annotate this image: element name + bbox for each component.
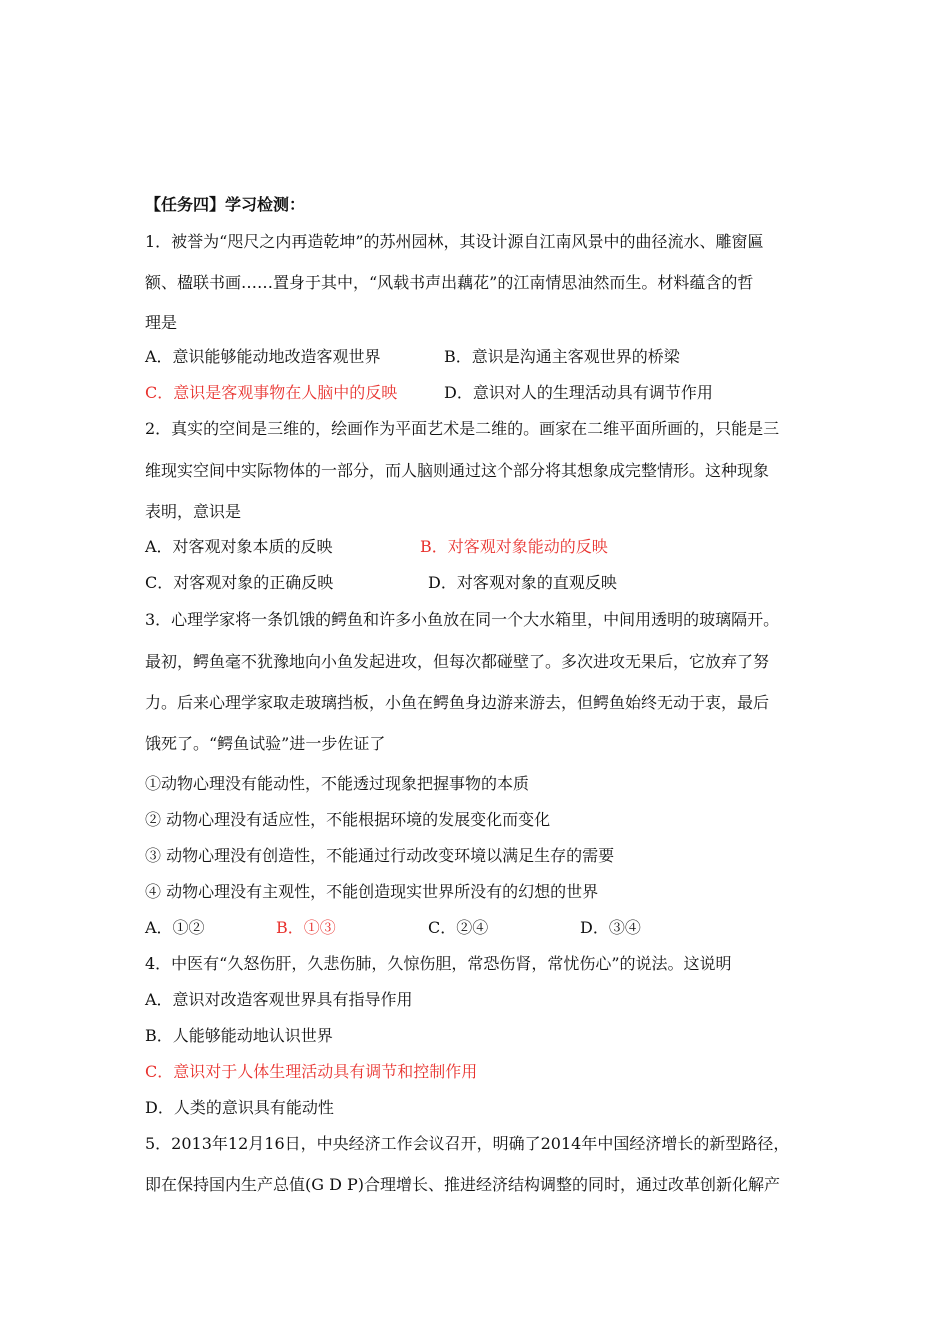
q3-text-line-2: 最初，鳄鱼毫不犹豫地向小鱼发起进攻，但每次都碰壁了。多次进攻无果后，它放弃了努 — [145, 652, 770, 671]
q3-text-line-3: 力。后来心理学家取走玻璃挡板，小鱼在鳄鱼身边游来游去，但鳄鱼始终无动于衷，最后 — [145, 693, 770, 712]
q3-text-line-1: 3．心理学家将一条饥饿的鳄鱼和许多小鱼放在同一个大水箱里，中间用透明的玻璃隔开。 — [145, 610, 780, 629]
q1-option-d: D．意识对人的生理活动具有调节作用 — [444, 383, 713, 402]
q3-statement-2: ② 动物心理没有适应性，不能根据环境的发展变化而变化 — [145, 810, 551, 829]
q2-text-line-1: 2．真实的空间是三维的，绘画作为平面艺术是二维的。画家在二维平面所画的，只能是三 — [145, 419, 780, 438]
q2-text-line-2: 维现实空间中实际物体的一部分，而人脑则通过这个部分将其想象成完整情形。这种现象 — [145, 461, 770, 480]
q3-option-b-answer: B．①③ — [276, 918, 336, 937]
q5-text-line-1: 5．2013年12月16日，中央经济工作会议召开，明确了2014年中国经济增长的新型路径， — [145, 1134, 790, 1153]
q4-option-a: A．意识对改造客观世界具有指导作用 — [145, 990, 413, 1009]
q3-option-a: A．①② — [145, 918, 205, 937]
q2-option-d: D．对客观对象的直观反映 — [428, 573, 617, 592]
q1-option-c-answer: C．意识是客观事物在人脑中的反映 — [145, 383, 398, 402]
q4-option-b: B．人能够能动地认识世界 — [145, 1026, 333, 1045]
q3-statement-3: ③ 动物心理没有创造性，不能通过行动改变环境以满足生存的需要 — [145, 846, 615, 865]
q4-text-line-1: 4．中医有“久怒伤肝，久悲伤肺，久惊伤胆，常恐伤肾，常忧伤心”的说法。这说明 — [145, 954, 732, 973]
q2-text-line-3: 表明，意识是 — [145, 502, 242, 521]
q1-text-line-1: 1．被誉为“咫尺之内再造乾坤”的苏州园林，其设计源自江南风景中的曲径流水、雕窗匾 — [145, 232, 764, 251]
q1-option-a: A．意识能够能动地改造客观世界 — [145, 347, 381, 366]
q5-text-line-2: 即在保持国内生产总值(G D P)合理增长、推进经济结构调整的同时，通过改革创新化解产 — [145, 1175, 781, 1194]
q3-text-line-4: 饿死了。“鳄鱼试验”进一步佐证了 — [145, 734, 386, 753]
q1-text-line-3: 理是 — [145, 313, 178, 332]
q3-statement-1: ①动物心理没有能动性，不能透过现象把握事物的本质 — [145, 774, 530, 793]
q2-option-c: C．对客观对象的正确反映 — [145, 573, 334, 592]
q1-text-line-2: 额、楹联书画……置身于其中，“风载书声出藕花”的江南情思油然而生。材料蕴含的哲 — [145, 273, 754, 292]
q2-option-a: A．对客观对象本质的反映 — [145, 537, 333, 556]
q4-option-d: D．人类的意识具有能动性 — [145, 1098, 334, 1117]
section-heading: 【任务四】学习检测： — [145, 195, 306, 214]
q4-option-c-answer: C．意识对于人体生理活动具有调节和控制作用 — [145, 1062, 478, 1081]
q3-option-d: D．③④ — [580, 918, 641, 937]
q2-option-b-answer: B．对客观对象能动的反映 — [420, 537, 608, 556]
q3-option-c: C．②④ — [428, 918, 489, 937]
q1-option-b: B．意识是沟通主客观世界的桥梁 — [444, 347, 680, 366]
q3-statement-4: ④ 动物心理没有主观性，不能创造现实世界所没有的幻想的世界 — [145, 882, 599, 901]
